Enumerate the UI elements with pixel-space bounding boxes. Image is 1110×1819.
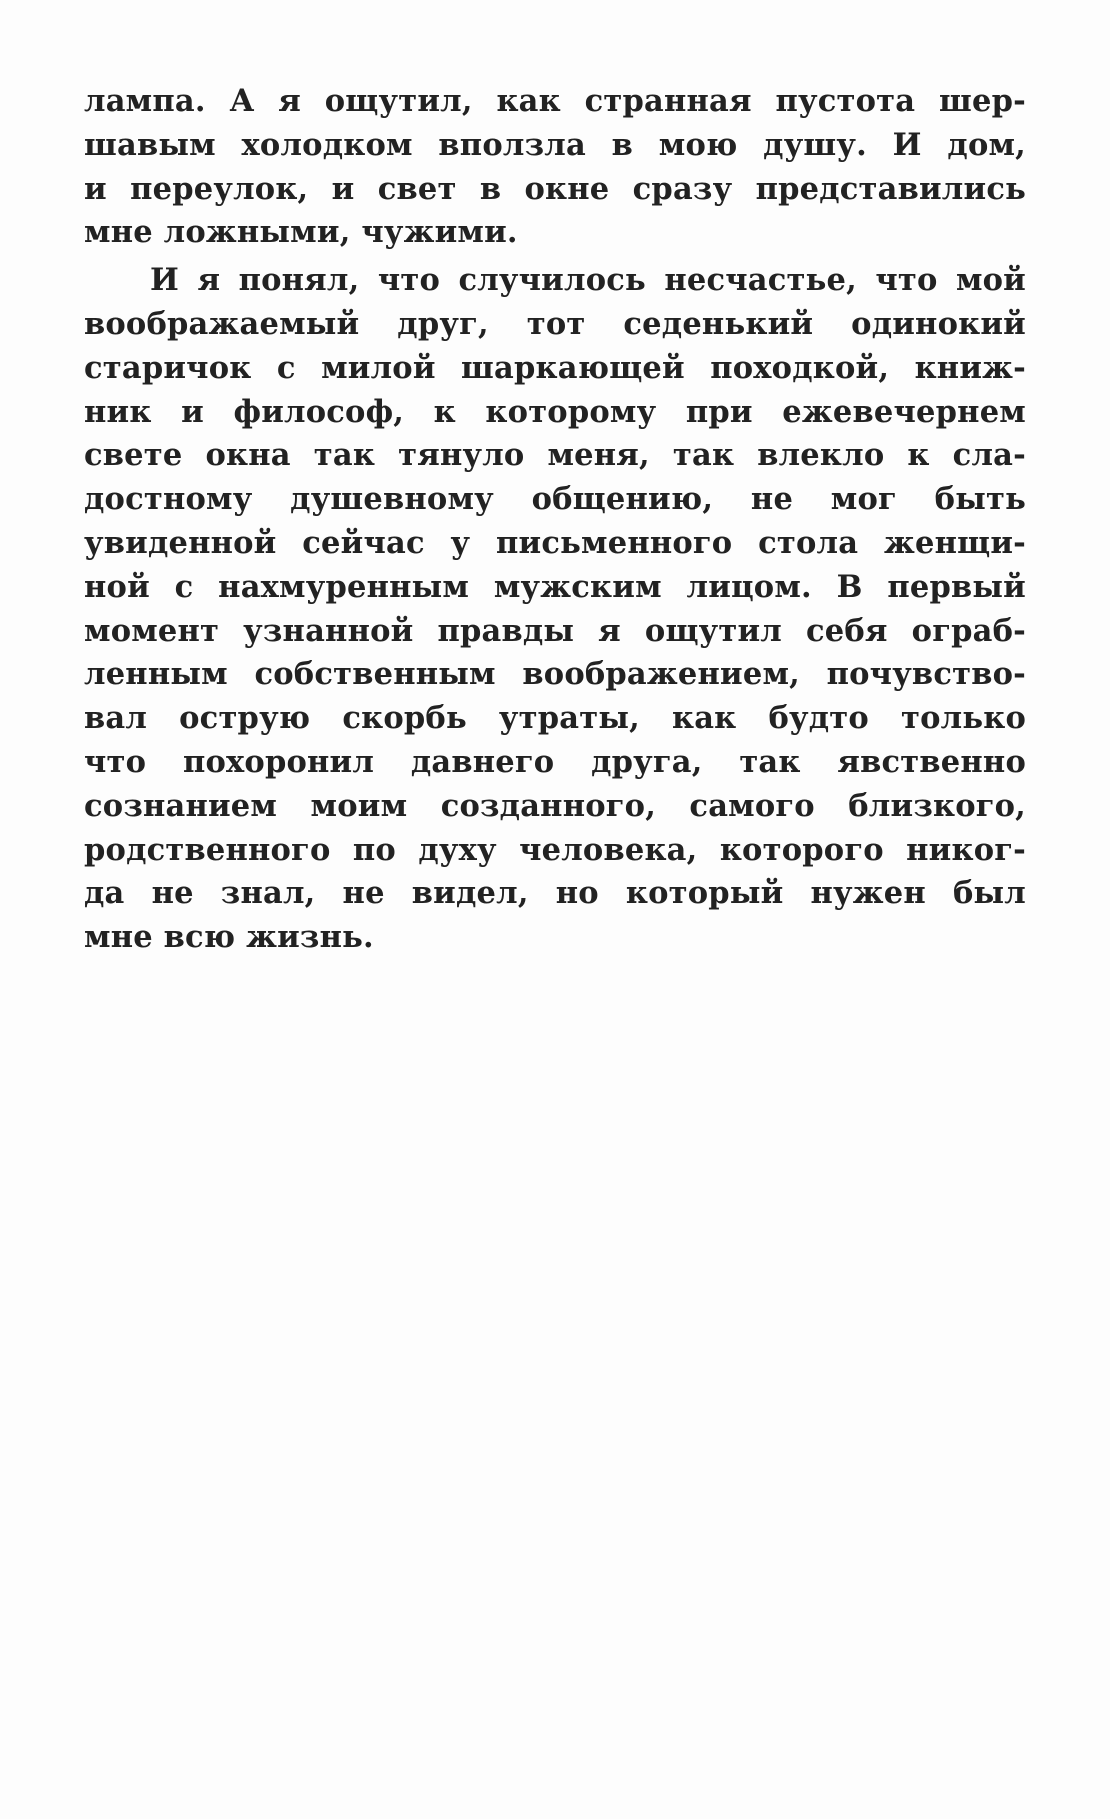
text-line: шавым холодком вползла в мою душу. И дом, <box>84 126 1026 163</box>
text-line: сознанием моим созданного, самого близкого, <box>84 787 1026 824</box>
text-line: достному душевному общению, не мог быть <box>84 481 1026 518</box>
text-line: родственного по духу человека, которого никог- <box>84 831 1026 868</box>
text-line: свете окна так тянуло меня, так влекло к сла- <box>84 437 1026 474</box>
text-line: мне ложными, чужими. <box>84 214 518 251</box>
text-line: вал острую скорбь утраты, как будто только <box>84 700 1026 737</box>
text-line: ленным собственным воображением, почувство- <box>84 656 1026 693</box>
text-line: да не знал, не видел, но который нужен был <box>84 875 1026 912</box>
text-line: ной с нахмуренным мужским лицом. В первый <box>84 568 1026 605</box>
text-line: воображаемый друг, тот седенький одинокий <box>84 305 1026 342</box>
text-line: старичок с милой шаркающей походкой, книж- <box>84 349 1026 386</box>
text-line: что похоронил давнего друга, так явственно <box>84 743 1026 780</box>
body-text <box>84 80 1026 960</box>
text-line: и переулок, и свет в окне сразу представились <box>84 170 1026 207</box>
text-line: ник и философ, к которому при ежевечернем <box>84 393 1026 430</box>
text-line: мне всю жизнь. <box>84 919 374 956</box>
text-line: момент узнанной правды я ощутил себя ограб- <box>84 612 1026 649</box>
text-line: увиденной сейчас у письменного стола женщи- <box>84 524 1026 561</box>
text-line: И я понял, что случилось несчастье, что мой <box>150 262 1026 299</box>
text-line: лампа. А я ощутил, как странная пустота шер- <box>84 83 1026 119</box>
